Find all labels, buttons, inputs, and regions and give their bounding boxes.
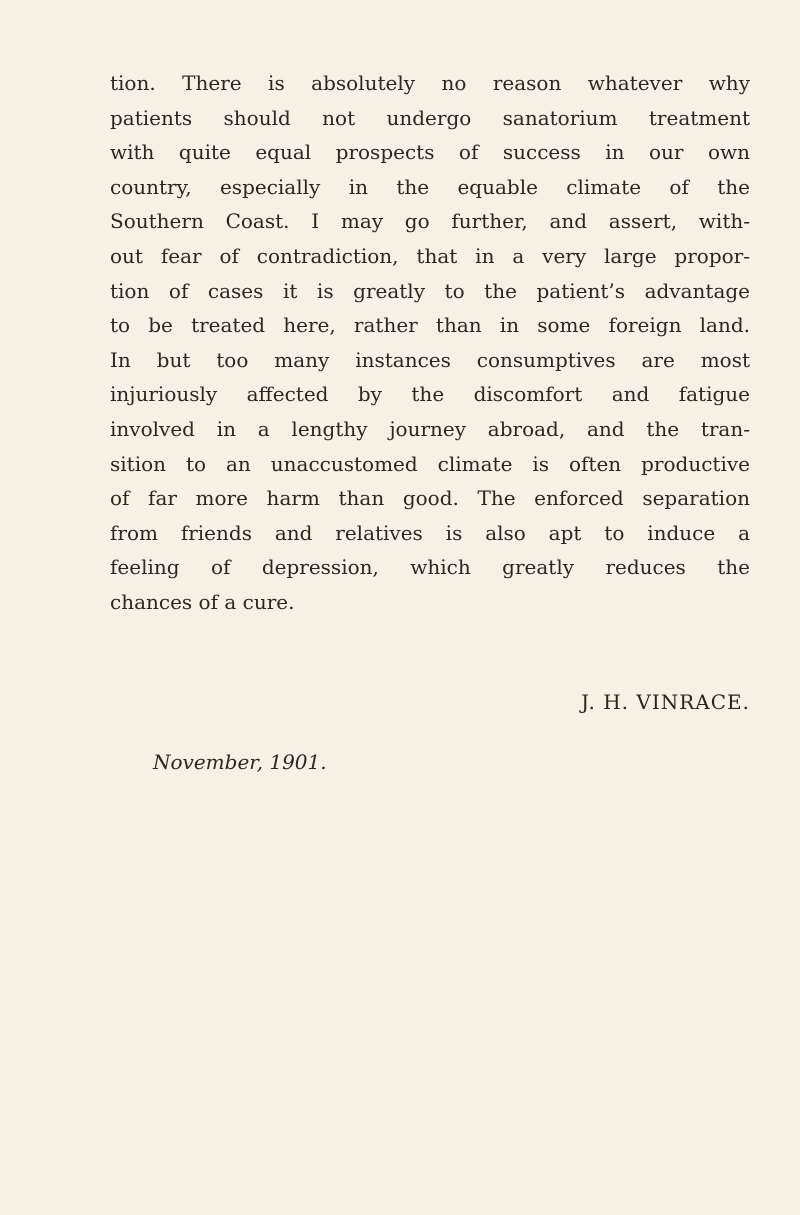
text-line: injuriously affected by the discomfort and fatigue xyxy=(110,382,750,407)
text-line: with quite equal prospects of success in our own xyxy=(110,140,750,165)
text-line: involved in a lengthy journey abroad, and the tran- xyxy=(110,416,750,441)
date-line: November, 1901. xyxy=(153,750,327,774)
text-line: In but too many instances consumptives are most xyxy=(110,347,750,372)
text-line: from friends and relatives is also apt to induce a xyxy=(110,520,750,545)
text-line: country, especially in the equable climate of the xyxy=(110,174,750,199)
author-signature: J. H. VINRACE. xyxy=(581,690,750,714)
text-line: feeling of depression, which greatly reduces the xyxy=(110,555,750,580)
text-line: of far more harm than good. The enforced separation xyxy=(110,486,750,511)
text-line: tion. There is absolutely no reason whatever why xyxy=(110,71,750,95)
text-line: sition to an unaccustomed climate is often productive xyxy=(110,451,750,476)
text-line: out fear of contradiction, that in a very large propor- xyxy=(110,243,750,268)
text-line: patients should not undergo sanatorium treatment xyxy=(110,105,750,130)
text-line: to be treated here, rather than in some foreign land. xyxy=(110,313,750,338)
text-line: chances of a cure. xyxy=(110,589,295,614)
text-line: tion of cases it is greatly to the patient’s advantage xyxy=(110,278,750,303)
body-paragraph xyxy=(110,66,750,620)
text-line: Southern Coast. I may go further, and assert, with- xyxy=(110,209,750,234)
